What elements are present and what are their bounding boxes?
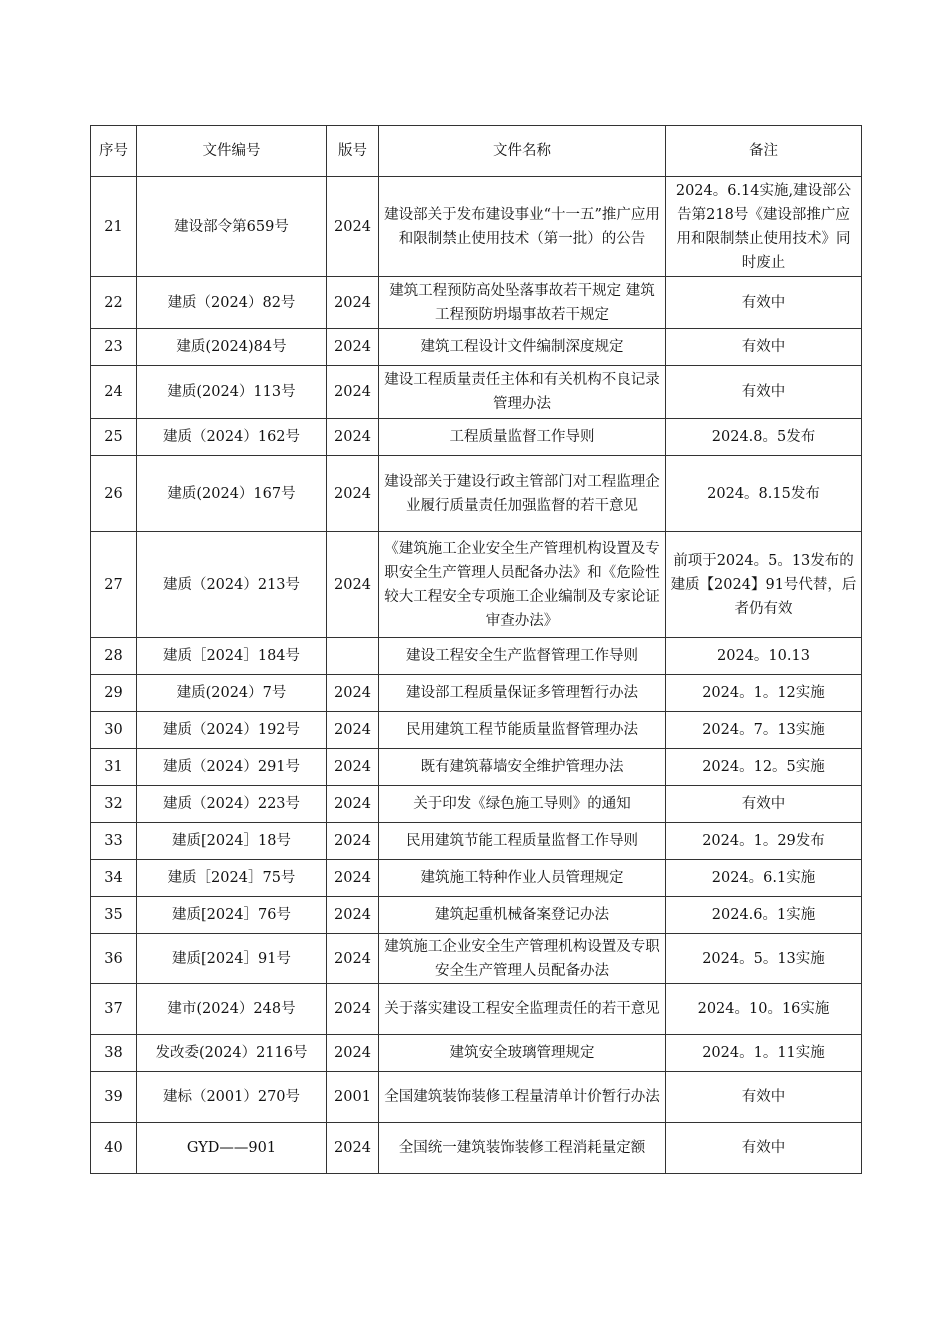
remark: 有效中 <box>666 329 862 366</box>
version: 2024 <box>327 897 379 934</box>
remark: 2024。7。13实施 <box>666 712 862 749</box>
remark: 有效中 <box>666 366 862 419</box>
version: 2024 <box>327 366 379 419</box>
table-row <box>91 456 862 532</box>
row-number: 32 <box>91 786 137 823</box>
row-number: 37 <box>91 984 137 1035</box>
row-number: 23 <box>91 329 137 366</box>
version: 2024 <box>327 984 379 1035</box>
row-number: 25 <box>91 419 137 456</box>
remark: 2024。1。12实施 <box>666 675 862 712</box>
header-note: 备注 <box>666 126 862 177</box>
header-code: 文件编号 <box>137 126 327 177</box>
table-row <box>91 419 862 456</box>
remark: 2024。5。13实施 <box>666 934 862 984</box>
remark: 有效中 <box>666 1072 862 1123</box>
table-row <box>91 366 862 419</box>
file-code: 建质（2024）82号 <box>137 277 327 329</box>
file-code: 建市(2024）248号 <box>137 984 327 1035</box>
version: 2024 <box>327 1123 379 1174</box>
row-number: 38 <box>91 1035 137 1072</box>
row-number: 34 <box>91 860 137 897</box>
version: 2024 <box>327 823 379 860</box>
remark: 2024。1。11实施 <box>666 1035 862 1072</box>
version: 2024 <box>327 749 379 786</box>
table-row <box>91 675 862 712</box>
file-code: 建质［2024］75号 <box>137 860 327 897</box>
file-code: 建质［2024］184号 <box>137 638 327 675</box>
remark: 2024。8.15发布 <box>666 456 862 532</box>
remark: 2024。10.13 <box>666 638 862 675</box>
version <box>327 638 379 675</box>
file-name: 建筑施工企业安全生产管理机构设置及专职安全生产管理人员配备办法 <box>379 934 666 984</box>
remark: 2024.8。5发布 <box>666 419 862 456</box>
remark: 有效中 <box>666 786 862 823</box>
file-code: 建质[2024］91号 <box>137 934 327 984</box>
table-row <box>91 532 862 638</box>
version: 2024 <box>327 675 379 712</box>
file-name: 建设工程质量责任主体和有关机构不良记录管理办法 <box>379 366 666 419</box>
remark: 前项于2024。5。13发布的建质【2024】91号代替，后者仍有效 <box>666 532 862 638</box>
row-number: 27 <box>91 532 137 638</box>
row-number: 39 <box>91 1072 137 1123</box>
row-number: 28 <box>91 638 137 675</box>
version: 2024 <box>327 860 379 897</box>
version: 2024 <box>327 177 379 277</box>
row-number: 33 <box>91 823 137 860</box>
table-row <box>91 786 862 823</box>
file-name: 建设工程安全生产监督管理工作导则 <box>379 638 666 675</box>
file-name: 关于落实建设工程安全监理责任的若干意见 <box>379 984 666 1035</box>
remark: 2024.6。1实施 <box>666 897 862 934</box>
row-number: 36 <box>91 934 137 984</box>
file-code: 建质(2024）7号 <box>137 675 327 712</box>
file-name: 建设部关于发布建设事业“十一五”推广应用和限制禁止使用技术（第一批）的公告 <box>379 177 666 277</box>
file-code: 建质(2024）113号 <box>137 366 327 419</box>
document-table <box>90 125 862 1174</box>
file-code: 建质（2024）223号 <box>137 786 327 823</box>
table-row <box>91 897 862 934</box>
file-name: 既有建筑幕墙安全维护管理办法 <box>379 749 666 786</box>
file-name: 建设部关于建设行政主管部门对工程监理企业履行质量责任加强监督的若干意见 <box>379 456 666 532</box>
file-code: 建质（2024）162号 <box>137 419 327 456</box>
table-row <box>91 638 862 675</box>
table-row <box>91 177 862 277</box>
table-row <box>91 1035 862 1072</box>
row-number: 40 <box>91 1123 137 1174</box>
table-row <box>91 1072 862 1123</box>
version: 2024 <box>327 786 379 823</box>
file-code: 建质(2024)84号 <box>137 329 327 366</box>
file-name: 工程质量监督工作导则 <box>379 419 666 456</box>
file-code: 建质(2024）167号 <box>137 456 327 532</box>
version: 2001 <box>327 1072 379 1123</box>
file-name: 民用建筑节能工程质量监督工作导则 <box>379 823 666 860</box>
file-name: 建设部工程质量保证多管理暂行办法 <box>379 675 666 712</box>
row-number: 30 <box>91 712 137 749</box>
row-number: 35 <box>91 897 137 934</box>
file-code: 建质（2024）192号 <box>137 712 327 749</box>
version: 2024 <box>327 1035 379 1072</box>
version: 2024 <box>327 277 379 329</box>
file-name: 建筑工程设计文件编制深度规定 <box>379 329 666 366</box>
version: 2024 <box>327 419 379 456</box>
file-code: 建设部令第659号 <box>137 177 327 277</box>
file-name: 全国统一建筑装饰装修工程消耗量定额 <box>379 1123 666 1174</box>
row-number: 24 <box>91 366 137 419</box>
file-name: 民用建筑工程节能质量监督管理办法 <box>379 712 666 749</box>
version: 2024 <box>327 532 379 638</box>
version: 2024 <box>327 456 379 532</box>
version: 2024 <box>327 329 379 366</box>
remark: 有效中 <box>666 277 862 329</box>
table-row <box>91 823 862 860</box>
remark: 2024。6.1实施 <box>666 860 862 897</box>
table-row <box>91 1123 862 1174</box>
table-row <box>91 277 862 329</box>
header-version: 版号 <box>327 126 379 177</box>
file-name: 建筑施工特种作业人员管理规定 <box>379 860 666 897</box>
file-code: 建质（2024）291号 <box>137 749 327 786</box>
remark: 2024。10。16实施 <box>666 984 862 1035</box>
file-code: 建质[2024］18号 <box>137 823 327 860</box>
file-code: 建标（2001）270号 <box>137 1072 327 1123</box>
table-row <box>91 860 862 897</box>
row-number: 29 <box>91 675 137 712</box>
file-code: 建质[2024］76号 <box>137 897 327 934</box>
version: 2024 <box>327 712 379 749</box>
table-row <box>91 749 862 786</box>
file-name: 建筑安全玻璃管理规定 <box>379 1035 666 1072</box>
remark: 2024。12。5实施 <box>666 749 862 786</box>
row-number: 31 <box>91 749 137 786</box>
table-row <box>91 984 862 1035</box>
file-code: 发改委(2024）2116号 <box>137 1035 327 1072</box>
remark: 2024。6.14实施,建设部公告第218号《建设部推广应用和限制禁止使用技术》同时废止 <box>666 177 862 277</box>
table-body <box>91 177 862 1174</box>
row-number: 21 <box>91 177 137 277</box>
file-code: GYD——901 <box>137 1123 327 1174</box>
file-name: 建筑起重机械备案登记办法 <box>379 897 666 934</box>
table-row <box>91 712 862 749</box>
version: 2024 <box>327 934 379 984</box>
file-name: 关于印发《绿色施工导则》的通知 <box>379 786 666 823</box>
file-code: 建质（2024）213号 <box>137 532 327 638</box>
header-name: 文件名称 <box>379 126 666 177</box>
remark: 有效中 <box>666 1123 862 1174</box>
file-name: 建筑工程预防高处坠落事故若干规定 建筑工程预防坍塌事故若干规定 <box>379 277 666 329</box>
table-header-row <box>91 126 862 177</box>
header-no: 序号 <box>91 126 137 177</box>
remark: 2024。1。29发布 <box>666 823 862 860</box>
file-name: 《建筑施工企业安全生产管理机构设置及专职安全生产管理人员配备办法》和《危险性较大工程安全专项施工企业编制及专家论证审查办法》 <box>379 532 666 638</box>
file-name: 全国建筑装饰装修工程量清单计价暂行办法 <box>379 1072 666 1123</box>
row-number: 22 <box>91 277 137 329</box>
table-row <box>91 934 862 984</box>
table-row <box>91 329 862 366</box>
row-number: 26 <box>91 456 137 532</box>
